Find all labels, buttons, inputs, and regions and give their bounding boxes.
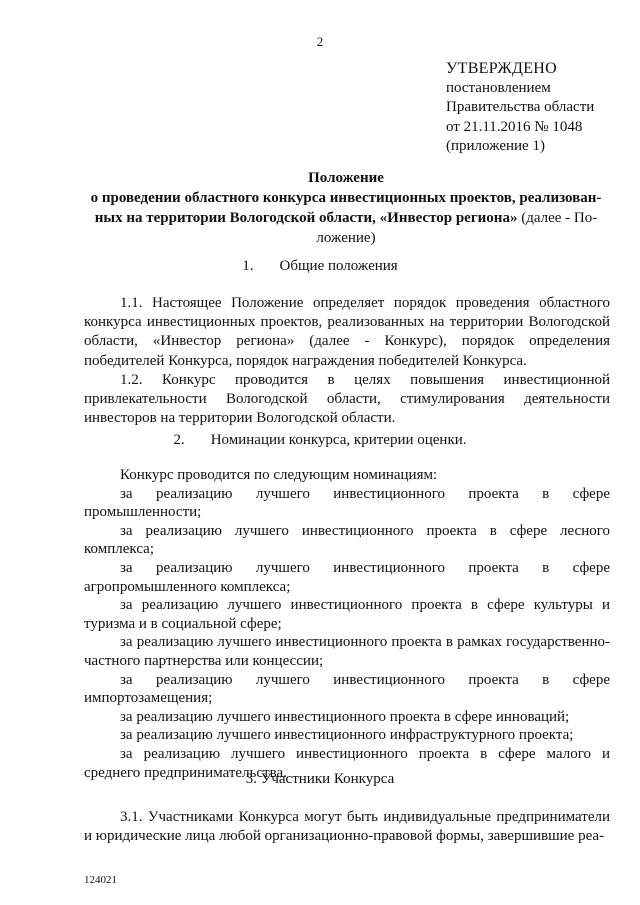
- section-number: 2.: [173, 432, 185, 448]
- document-title: [78, 168, 614, 248]
- list-item: за реализацию лучшего инвестиционного проекта в сфере лесного комплекса;: [84, 522, 610, 558]
- section-heading-1: [0, 258, 640, 275]
- section-number: 1.: [242, 258, 254, 274]
- section-title: Общие положения: [279, 258, 398, 274]
- list-item: за реализацию лучшего инвестиционного проекта в сфере инноваций;: [120, 708, 570, 725]
- list-item: за реализацию лучшего инвестиционного проекта в сфере культуры и туризма и в социальной сфере;: [84, 597, 610, 632]
- title-line: о проведении областного конкурса инвестиционных проектов, реализован-: [90, 190, 602, 206]
- approval-stamp: [446, 59, 594, 157]
- page-number: 2: [316, 34, 324, 49]
- approval-line: постановлением: [446, 79, 551, 96]
- approval-line: (приложение 1): [446, 138, 545, 154]
- title-text: ных на территории Вологодской области, «Инвестор региона»: [94, 210, 518, 226]
- footer-code: 124021: [84, 874, 117, 886]
- list-item: за реализацию лучшего инвестиционного проекта в сфере агропромышленного комплекса;: [84, 559, 610, 595]
- list-item: за реализацию лучшего инвестиционного проекта в сфере промышленности;: [84, 485, 610, 521]
- title-line: Положение: [308, 170, 384, 186]
- approval-heading: УТВЕРЖДЕНО: [446, 60, 558, 77]
- title-line: ложение): [316, 230, 376, 246]
- approval-line: от 21.11.2016 № 1048: [446, 118, 583, 135]
- paragraph-1-2: 1.2. Конкурс проводится в целях повышения инвестиционной привлекательности Вологодской области, стимулирования деятельности инвесторов на территории Вологодской области.: [84, 372, 610, 427]
- nominations-intro: Конкурс проводится по следующим номинациям:: [120, 467, 438, 483]
- list-item: за реализацию лучшего инвестиционного инфраструктурного проекта;: [120, 727, 574, 744]
- nominations-list: [84, 466, 610, 782]
- list-item: за реализацию лучшего инвестиционного проекта в рамках государственно-частного партнерства или концессии;: [84, 634, 610, 669]
- title-tail: (далее - По-: [517, 210, 598, 226]
- list-item: за реализацию лучшего инвестиционного проекта в сфере малого и среднего предпринимательства.: [84, 745, 610, 781]
- section-heading-3: 3. Участники Конкурса: [245, 771, 395, 787]
- paragraph-1-1: 1.1. Настоящее Положение определяет порядок проведения областного конкурса инвестиционных проектов, реализованных на территории Вологодской области, «Инвестор региона» (далее - Конкурс), порядок определения победителей Конкурса, порядок награждения победителей Конкурса.: [84, 295, 610, 369]
- list-item: за реализацию лучшего инвестиционного проекта в сфере импортозамещения;: [84, 671, 610, 707]
- title-line: [78, 208, 614, 228]
- approval-line: Правительства области: [446, 99, 595, 115]
- paragraph-3-1: 3.1. Участниками Конкурса могут быть индивидуальные предприниматели и юридические лица любой организационно-правовой формы, завершившие реа-: [84, 809, 610, 845]
- section-title: Номинации конкурса, критерии оценки.: [210, 432, 467, 448]
- section-heading-2: [0, 432, 640, 449]
